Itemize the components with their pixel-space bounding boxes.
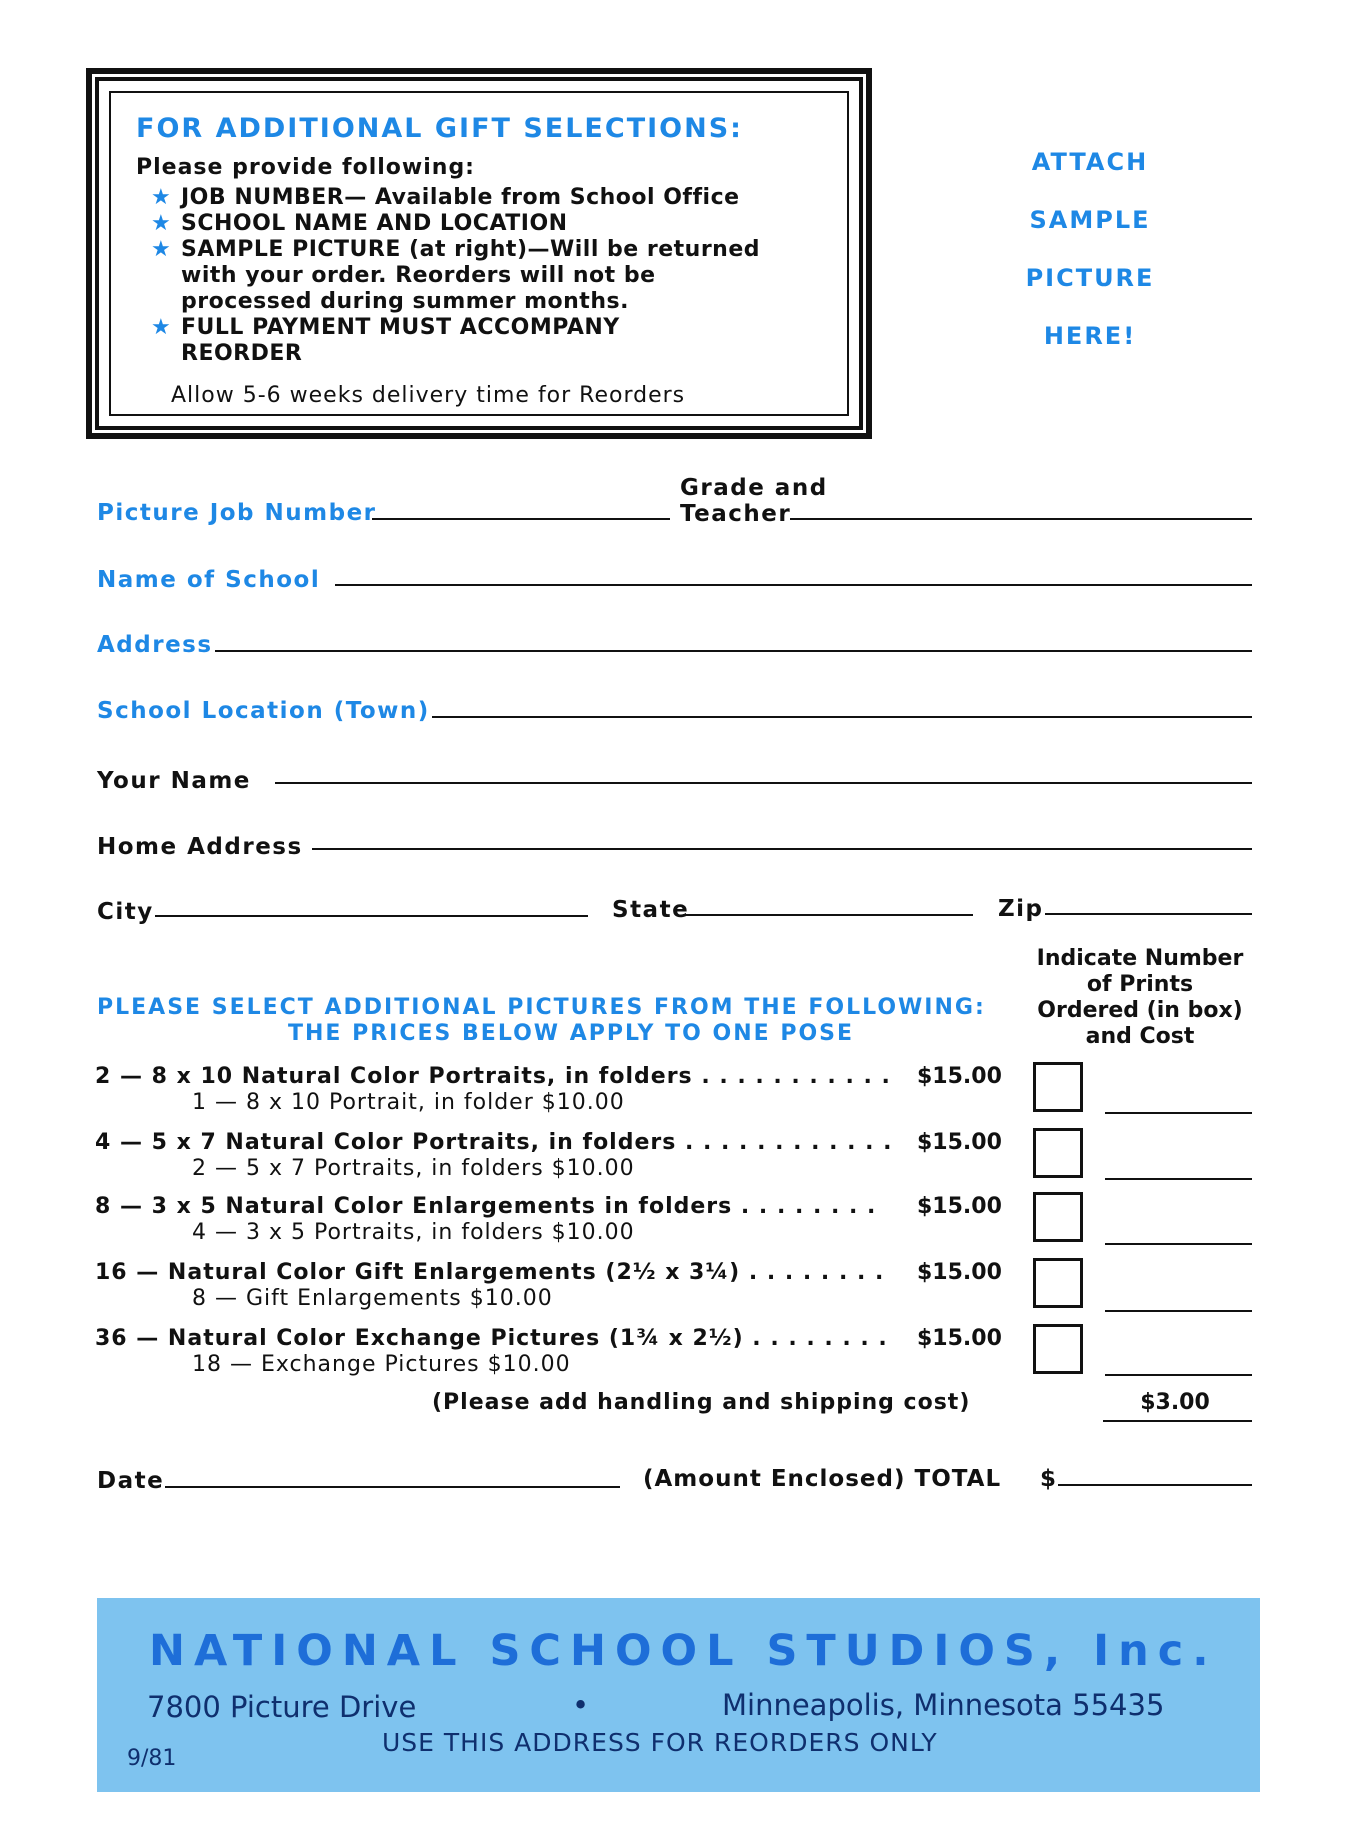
- attach-label-4: HERE!: [1043, 322, 1137, 350]
- address-field[interactable]: [215, 650, 1252, 652]
- zip-field[interactable]: [1045, 913, 1252, 915]
- order-item-4-quantity-box[interactable]: [1033, 1258, 1083, 1308]
- order-item-3-sub: 4 — 3 x 5 Portraits, in folders $10.00: [192, 1220, 635, 1245]
- handling-cost-underline: [1103, 1420, 1252, 1422]
- state-field[interactable]: [683, 914, 973, 916]
- city-field[interactable]: [155, 915, 588, 917]
- order-item-1-sub: 1 — 8 x 10 Portrait, in folder $10.00: [192, 1090, 625, 1115]
- company-banner: [97, 1598, 1260, 1792]
- handling-cost: $3.00: [1140, 1390, 1210, 1415]
- city-label: City: [97, 899, 154, 925]
- state-label: State: [612, 897, 690, 923]
- order-item-5-quantity-box[interactable]: [1033, 1324, 1083, 1374]
- school-name-field[interactable]: [335, 584, 1252, 586]
- star-icon: ★: [151, 315, 172, 340]
- street-address: 7800 Picture Drive: [147, 1690, 417, 1724]
- home-address-field[interactable]: [312, 848, 1252, 850]
- indicate-number-header: Indicate Number of Prints Ordered (in box) and Cost: [1036, 946, 1244, 1049]
- order-item-3-cost-field[interactable]: [1105, 1243, 1252, 1245]
- grade-teacher-field[interactable]: [790, 518, 1252, 520]
- star-icon: ★: [151, 237, 172, 262]
- order-item-1: 2 — 8 x 10 Natural Color Portraits, in folders . . . . . . . . . . .: [95, 1064, 891, 1089]
- order-item-2-price: $15.00: [917, 1130, 1002, 1155]
- delivery-time-note: Allow 5-6 weeks delivery time for Reorders: [171, 383, 686, 408]
- star-icon: ★: [151, 211, 172, 236]
- handling-label: (Please add handling and shipping cost): [432, 1390, 971, 1415]
- order-item-2-cost-field[interactable]: [1105, 1178, 1252, 1180]
- order-item-1-quantity-box[interactable]: [1033, 1062, 1083, 1112]
- school-location-label: School Location (Town): [97, 698, 430, 724]
- order-item-2-sub: 2 — 5 x 7 Portraits, in folders $10.00: [192, 1156, 635, 1181]
- order-item-4: 16 — Natural Color Gift Enlargements (2½ x 3¼) . . . . . . . .: [95, 1260, 885, 1285]
- job-number-field[interactable]: [372, 518, 670, 520]
- job-number-label: Picture Job Number: [97, 500, 377, 526]
- order-item-4-cost-field[interactable]: [1105, 1310, 1252, 1312]
- order-item-1-price: $15.00: [917, 1064, 1002, 1089]
- school-location-field[interactable]: [432, 716, 1252, 718]
- reorder-address-note: USE THIS ADDRESS FOR REORDERS ONLY: [382, 1728, 938, 1757]
- select-pictures-title: PLEASE SELECT ADDITIONAL PICTURES FROM THE FOLLOWING:: [97, 995, 986, 1020]
- notice-inner-border: [109, 91, 849, 416]
- bullet-separator: •: [572, 1688, 590, 1722]
- attach-label-2: SAMPLE: [1029, 206, 1151, 234]
- order-item-3-price: $15.00: [917, 1194, 1002, 1219]
- order-item-3: 8 — 3 x 5 Natural Color Enlargements in folders . . . . . . . .: [95, 1194, 877, 1219]
- notice-title: FOR ADDITIONAL GIFT SELECTIONS:: [136, 113, 743, 144]
- order-item-1-cost-field[interactable]: [1105, 1112, 1252, 1114]
- order-item-5-cost-field[interactable]: [1105, 1374, 1252, 1376]
- date-field[interactable]: [165, 1486, 620, 1488]
- city-state-zip: Minneapolis, Minnesota 55435: [722, 1688, 1165, 1722]
- zip-label: Zip: [998, 896, 1044, 922]
- form-date-code: 9/81: [127, 1746, 177, 1771]
- dollar-sign: $: [1040, 1466, 1058, 1492]
- order-item-5-sub: 18 — Exchange Pictures $10.00: [192, 1352, 571, 1377]
- your-name-label: Your Name: [97, 768, 251, 794]
- notice-subtitle: Please provide following:: [136, 155, 475, 180]
- home-address-label: Home Address: [97, 834, 303, 860]
- order-item-4-sub: 8 — Gift Enlargements $10.00: [192, 1286, 553, 1311]
- star-icon: ★: [151, 185, 172, 210]
- grade-label-line2: Teacher: [680, 501, 792, 527]
- order-item-3-quantity-box[interactable]: [1033, 1192, 1083, 1242]
- notice-item-full-payment: ★ FULL PAYMENT MUST ACCOMPANY REORDER: [151, 315, 620, 366]
- order-item-2-quantity-box[interactable]: [1033, 1128, 1083, 1178]
- notice-item-job-number: ★ JOB NUMBER— Available from School Office: [151, 185, 740, 210]
- company-name: NATIONAL SCHOOL STUDIOS, Inc.: [149, 1626, 1218, 1676]
- attach-label-1: ATTACH: [1031, 148, 1149, 176]
- amount-enclosed-label: (Amount Enclosed) TOTAL: [643, 1466, 1002, 1492]
- total-field[interactable]: [1058, 1484, 1252, 1486]
- order-item-5-price: $15.00: [917, 1326, 1002, 1351]
- notice-item-sample-picture: ★ SAMPLE PICTURE (at right)—Will be returned with your order. Reorders will not be processed during summer months.: [151, 237, 761, 314]
- order-item-4-price: $15.00: [917, 1260, 1002, 1285]
- notice-item-school-name: ★ SCHOOL NAME AND LOCATION: [151, 211, 568, 236]
- school-name-label: Name of School: [97, 567, 321, 593]
- attach-label-3: PICTURE: [1025, 264, 1155, 292]
- order-item-2: 4 — 5 x 7 Natural Color Portraits, in folders . . . . . . . . . . . .: [95, 1130, 893, 1155]
- gift-selection-notice: [95, 77, 863, 430]
- your-name-field[interactable]: [275, 782, 1252, 784]
- grade-label-line1: Grade and: [680, 475, 828, 501]
- prices-note: THE PRICES BELOW APPLY TO ONE POSE: [288, 1021, 855, 1046]
- date-label: Date: [97, 1468, 165, 1494]
- order-item-5: 36 — Natural Color Exchange Pictures (1¾ x 2½) . . . . . . . .: [95, 1326, 888, 1351]
- address-label: Address: [97, 632, 213, 658]
